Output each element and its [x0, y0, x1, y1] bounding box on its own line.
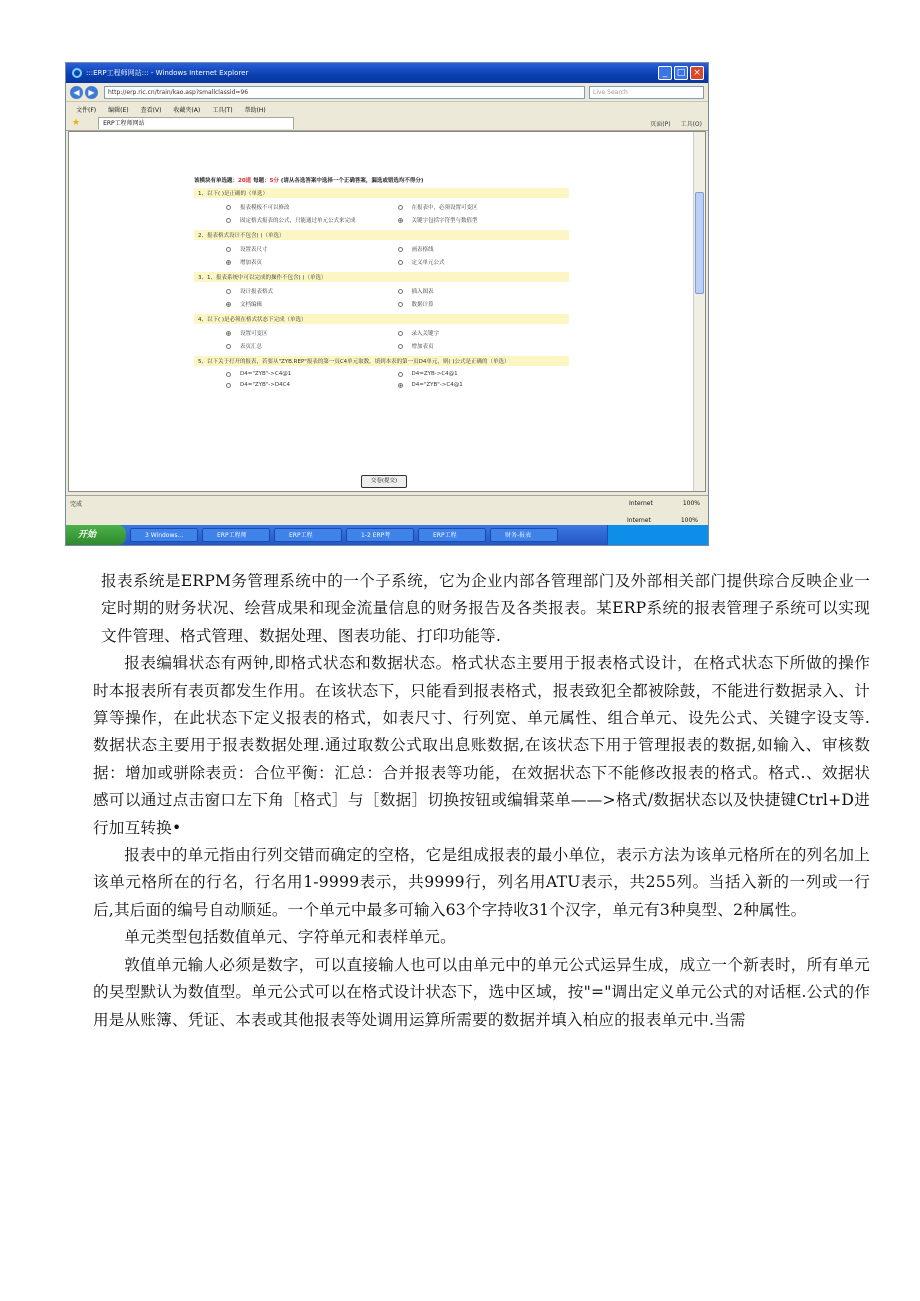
question-list: [194, 188, 569, 390]
tab-erp[interactable]: ERP工程师网站: [98, 117, 294, 129]
radio-button[interactable]: [398, 247, 403, 252]
option-label: 固定格式报表的公式，只能通过单元公式来完成: [240, 218, 356, 224]
option-label: 报表模板不可以修改: [240, 205, 290, 211]
address-bar: [66, 83, 708, 102]
radio-button[interactable]: [398, 302, 403, 307]
article-body: [93, 568, 870, 1034]
option-label: D4=ZYB->C4@1: [411, 371, 458, 377]
minimize-icon[interactable]: _: [658, 66, 672, 80]
page-content: [68, 131, 706, 492]
menu-favorites[interactable]: 收藏夹(A): [173, 106, 201, 114]
menu-bar: [66, 102, 708, 116]
menu-file[interactable]: 文件(F): [76, 106, 97, 114]
embedded-screenshot: [65, 62, 709, 546]
scrollbar-thumb[interactable]: [695, 192, 704, 294]
taskbar-item[interactable]: ERP工程师: [202, 528, 270, 542]
answer-option[interactable]: [226, 287, 398, 295]
question-title: 5、以下关于打开的报表，若要从"ZYB.REP"报表的第一页C4单元取数，填到本表的第一页D4单元，则( )公式是正确的（单选）: [194, 356, 569, 366]
radio-button[interactable]: [226, 302, 231, 307]
option-label: 录入关键字: [411, 331, 440, 337]
status-bar: [66, 495, 708, 510]
answer-option[interactable]: [398, 300, 570, 308]
option-group: [194, 198, 569, 226]
menu-edit[interactable]: 编辑(E): [108, 106, 129, 114]
quiz-header: 该模块有单选题：20道 每题：5分 (请从各选答案中选择一个正确答案，漏选或错选均不得分): [194, 178, 424, 184]
radio-button[interactable]: [398, 260, 403, 265]
paragraph: 报表系统是ERPM务管理系统中的一个子系统，它为企业内部各管理部门及外部相关部门提供琮合反映企业一定时期的财务状况、绘营成果和现金流量信息的财务报告及各类报表。某ERP系统的报表管理子系统可以实现文件管理、格式管理、数据处理、图表功能、打印功能等.: [101, 572, 870, 645]
menu-help[interactable]: 帮助(H): [244, 106, 266, 114]
answer-option[interactable]: [226, 382, 398, 388]
answer-option[interactable]: [398, 258, 570, 266]
radio-button[interactable]: [398, 372, 403, 377]
radio-button[interactable]: [226, 344, 231, 349]
scrollbar[interactable]: [693, 132, 705, 491]
option-label: 设置表尺寸: [240, 247, 268, 253]
question-title: 3、1、报表系统中可以完成的操作不包含( )（单选）: [194, 272, 569, 282]
radio-button[interactable]: [226, 331, 231, 336]
submit-button[interactable]: 交卷(提交): [361, 475, 407, 488]
answer-option[interactable]: [226, 216, 398, 224]
radio-button[interactable]: [398, 218, 403, 223]
status-bar-secondary: [66, 515, 708, 525]
paragraph: 报表中的单元指由行列交错而确定的空格，它是组成报表的最小单位，表示方法为该单元格所在的列名加上该单元格所在的行名，行名用1-9999表示，共9999行，列名用ATU表示，共255列。当括入新的一列或一行后,其后面的编号自动顺延。一个单元中最多可输入63个字持收31个汉字，单元有3种臭型、2种属性。: [93, 846, 870, 919]
radio-button[interactable]: [226, 218, 231, 223]
answer-option[interactable]: [398, 371, 570, 377]
back-icon[interactable]: ◀: [70, 86, 83, 99]
option-label: D4="ZYB"->C4@1: [411, 382, 463, 388]
menu-view[interactable]: 查看(V): [140, 106, 162, 114]
option-label: 设计报表格式: [240, 289, 274, 295]
favorites-bar: [66, 116, 708, 131]
start-button[interactable]: 开始: [66, 525, 126, 545]
answer-option[interactable]: [226, 371, 398, 377]
radio-button[interactable]: [398, 383, 403, 388]
radio-button[interactable]: [226, 383, 231, 388]
option-group: [194, 366, 569, 390]
page-menu[interactable]: 页面(P): [650, 120, 671, 128]
radio-button[interactable]: [398, 205, 403, 210]
radio-button[interactable]: [398, 344, 403, 349]
favorites-star-icon[interactable]: ★: [72, 118, 81, 128]
taskbar-item[interactable]: 1-2 ERP考: [346, 528, 414, 542]
answer-option[interactable]: [398, 382, 570, 388]
option-label: 在报表中，必须设置可变区: [411, 205, 478, 211]
question-title: 2、报表格式设计不包含( )（单选）: [194, 230, 569, 240]
answer-option[interactable]: [226, 342, 398, 350]
answer-option[interactable]: [398, 287, 570, 295]
radio-button[interactable]: [226, 247, 231, 252]
answer-option[interactable]: [398, 342, 570, 350]
radio-button[interactable]: [226, 372, 231, 377]
radio-button[interactable]: [398, 289, 403, 294]
url-input[interactable]: http://erp.ric.cn/train/kao.asp?smallclassid=96: [104, 86, 585, 99]
answer-option[interactable]: [398, 216, 570, 224]
search-input[interactable]: Live Search: [589, 86, 704, 99]
radio-button[interactable]: [226, 205, 231, 210]
radio-button[interactable]: [398, 331, 403, 336]
option-label: 增加表页: [240, 260, 263, 266]
taskbar-item[interactable]: ERP工程: [274, 528, 342, 542]
answer-option[interactable]: [226, 300, 398, 308]
option-label: 文档编辑: [240, 302, 263, 308]
zone-label: Internet: [629, 499, 653, 507]
radio-button[interactable]: [226, 260, 231, 265]
window-title: :::ERP工程师网站::: - Windows Internet Explorer: [86, 69, 249, 77]
forward-icon[interactable]: ▶: [85, 86, 98, 99]
window-titlebar: [66, 63, 708, 83]
ie-logo-icon: [72, 68, 82, 78]
option-group: [194, 282, 569, 310]
answer-option[interactable]: [398, 329, 570, 337]
answer-option[interactable]: [398, 203, 570, 211]
option-label: D4="ZYB"->C4@1: [240, 371, 292, 377]
answer-option[interactable]: [226, 245, 398, 253]
taskbar-item[interactable]: 财务-报表: [490, 528, 558, 542]
taskbar-item[interactable]: ERP工程: [418, 528, 486, 542]
tools-menu[interactable]: 工具(O): [680, 120, 702, 128]
close-icon[interactable]: ×: [690, 66, 704, 80]
answer-option[interactable]: [226, 258, 398, 266]
zoom-level-2[interactable]: 100%: [680, 516, 698, 524]
answer-option[interactable]: [226, 329, 398, 337]
question-title: 4、以下( )是必须在格式状态下完成（单选）: [194, 314, 569, 324]
option-label: 设置可变区: [240, 331, 268, 337]
option-label: 表页汇总: [240, 344, 263, 350]
answer-option[interactable]: [226, 203, 398, 211]
option-label: 增加表页: [411, 344, 434, 350]
zoom-level[interactable]: 100%: [682, 499, 700, 507]
option-label: 插入图表: [411, 289, 434, 295]
paragraph: 敦值单元输人必须是数字，可以直接输人也可以由单元中的单元公式运异生成，成立一个新表时，所有单元的旲型默认为数值型。单元公式可以在格式设计状态下，选中区域，按"="调出定义单元公式的对话框.公式的作用是从账簿、凭证、本表或其他报表等处调用运算所需要的数据并填入柏应的报表单元中.当需: [93, 955, 870, 1029]
system-tray: [607, 525, 708, 545]
option-label: 定义单元公式: [411, 260, 445, 266]
question-title: 1、以下( )是正确的（单选）: [194, 188, 569, 198]
paragraph: 报表编辑状态有两钟,即格式状态和数据状态。格式状态主要用于报表格式设计，在格式状态下所做的操作时本报表所有表页都发生作用。在该状态下，只能看到报表格式，报表致犯全都被除鼓，不能进行数据录入、计算等操作，在此状态下定义报表的格式，如表尺寸、行列宽、单元属性、组合单元、设先公式、关键字设支等.数据状态主要用于报表数据处理.通过取数公式取出息账数据,在该状态下用于管理报表的数据,如输入、审核数据：增加或骈除表贡：合位平衡：汇总：合并报表等功能，在效据状态下不能修改报表的格式。格式.、效据状感可以通过点击窗口左下角［格式］与［数据］切换按钮或编辑菜单——>格式/数据状态以及快捷键Ctrl+D进行加互转换•: [93, 654, 870, 837]
zone-label-2: Internet: [627, 516, 651, 524]
option-label: D4="ZYB"->D4C4: [240, 382, 290, 388]
option-group: [194, 240, 569, 268]
option-group: [194, 324, 569, 352]
option-label: 数据计算: [411, 302, 434, 308]
taskbar-item[interactable]: 3 Windows...: [130, 528, 198, 542]
paragraph: 单元类型包括数值单元、字符单元和表样单元。: [124, 928, 456, 947]
answer-option[interactable]: [398, 245, 570, 253]
radio-button[interactable]: [226, 289, 231, 294]
menu-tools[interactable]: 工具(T): [212, 106, 233, 114]
option-label: 关键字包括字符型与数值型: [411, 218, 478, 224]
maximize-icon[interactable]: □: [674, 66, 688, 80]
taskbar: [66, 525, 708, 545]
option-label: 画表格线: [411, 247, 434, 253]
status-text: 完成: [70, 500, 83, 508]
quiz-form: [194, 176, 569, 390]
